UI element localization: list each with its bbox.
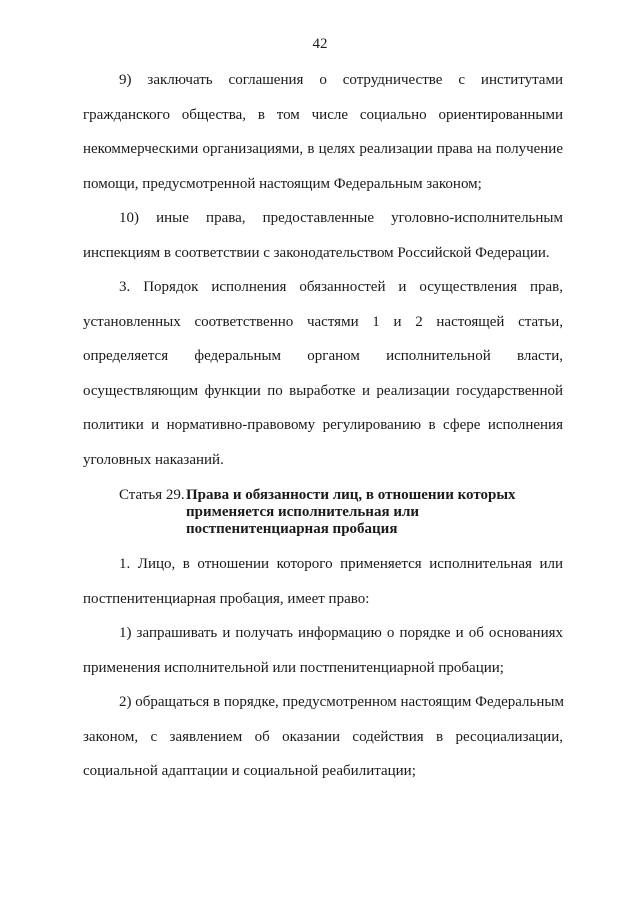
article-title-line: постпенитенциарная пробация xyxy=(186,521,398,537)
paragraph-item-2 xyxy=(83,685,563,789)
paragraph-line: помощи, предусмотренной настоящим Федеральным законом; xyxy=(83,175,482,192)
paragraph-line: 3. Порядок исполнения обязанностей и осуществления прав, xyxy=(119,279,563,295)
article-title-line: Права и обязанности лиц, в отношении которых xyxy=(186,487,516,503)
paragraph-line: определяется федеральным органом исполнительной власти, xyxy=(83,348,563,364)
page-number: 42 xyxy=(312,36,328,52)
paragraph-line: 2) обращаться в порядке, предусмотренном настоящим Федеральным xyxy=(119,694,564,710)
paragraph-line: постпенитенциарная пробация, имеет право: xyxy=(83,590,370,607)
paragraph-line: 10) иные права, предоставленные уголовно-исполнительным xyxy=(119,210,563,226)
paragraph-line: законом, с заявлением об оказании содействия в ресоциализации, xyxy=(83,728,563,745)
paragraph-line: политики и нормативно-правовому регулированию в сфере исполнения xyxy=(83,417,563,433)
paragraph-line: 9) заключать соглашения о сотрудничестве с институтами xyxy=(119,72,563,88)
paragraph-item-9 xyxy=(83,63,563,201)
paragraph-line: осуществляющим функции по выработке и реализации государственной xyxy=(83,382,563,399)
paragraph-line: гражданского общества, в том числе социально ориентированными xyxy=(83,106,563,123)
article-number: Статья 29. xyxy=(119,487,185,503)
paragraph-line: социальной адаптации и социальной реабилитации; xyxy=(83,763,416,779)
paragraph-line: некоммерческими организациями, в целях реализации права на получение xyxy=(83,141,563,157)
upper-section xyxy=(83,63,563,477)
paragraph-line: установленных соответственно частями 1 и 2 настоящей статьи, xyxy=(83,313,563,330)
paragraph-item-10 xyxy=(83,201,563,270)
paragraph-line: уголовных наказаний. xyxy=(83,451,224,468)
paragraph-part-3 xyxy=(83,270,563,477)
paragraph-item-1 xyxy=(83,616,563,685)
paragraph-line: инспекциям в соответствии с законодательством Российской Федерации. xyxy=(83,244,550,261)
article-title-line: применяется исполнительная или xyxy=(186,504,420,520)
article-title xyxy=(186,487,516,538)
paragraph-part-1 xyxy=(83,547,563,616)
article-heading xyxy=(119,487,559,538)
paragraph-line: 1. Лицо, в отношении которого применяется исполнительная или xyxy=(119,556,563,572)
article-body xyxy=(83,547,563,789)
paragraph-line: применения исполнительной или постпенитенциарной пробации; xyxy=(83,659,504,676)
paragraph-line: 1) запрашивать и получать информацию о порядке и об основаниях xyxy=(119,625,563,641)
